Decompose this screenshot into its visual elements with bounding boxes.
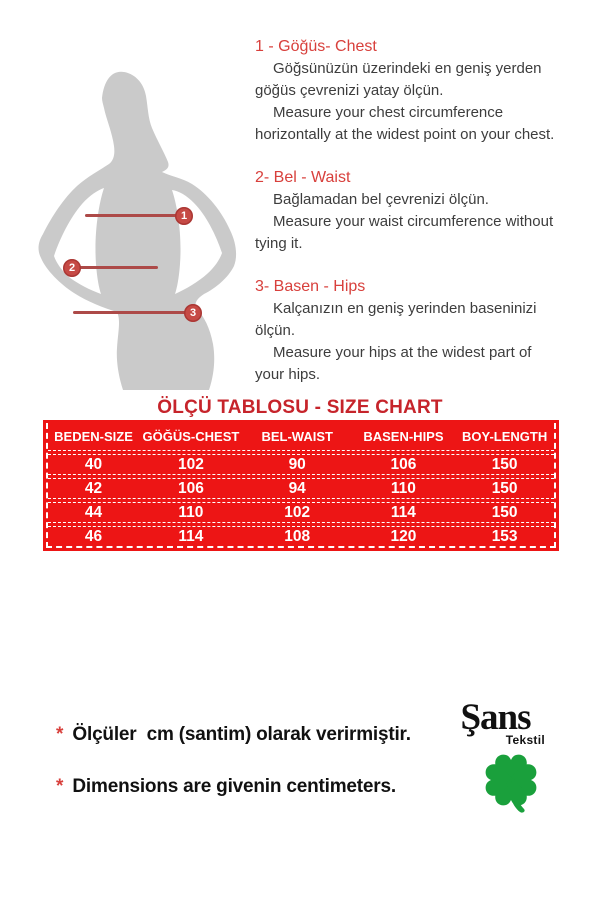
- section-text-line: göğüs çevrenizi yatay ölçün.: [255, 82, 444, 99]
- chest-marker-badge: 1: [175, 207, 193, 225]
- table-cell: 102: [284, 504, 311, 521]
- section-text-line: Measure your waist circumference without: [273, 213, 554, 230]
- brand-name: Şans: [460, 697, 531, 738]
- table-cell: 150: [491, 504, 518, 521]
- body-silhouette-figure: [30, 60, 250, 390]
- note-text: Ölçüler cm (santim) olarak verirmiştir.: [72, 724, 411, 745]
- note-text: Dimensions are givenin centimeters.: [72, 776, 396, 797]
- section-text-line: tying it.: [255, 235, 303, 252]
- hips-marker-badge: 3: [184, 304, 202, 322]
- hips-measure-line: [73, 311, 195, 314]
- section-chest: [255, 36, 595, 146]
- section-text-line: Bağlamadan bel çevrenizi ölçün.: [273, 191, 489, 208]
- table-cell: 150: [491, 480, 518, 497]
- chest-measure-line: [85, 214, 184, 217]
- brand-logo: [438, 698, 553, 823]
- female-silhouette-icon: [30, 60, 250, 390]
- table-row: [48, 455, 554, 474]
- table-cell: 40: [84, 456, 103, 473]
- table-cell: 120: [390, 528, 417, 545]
- waist-marker-badge: 2: [63, 259, 81, 277]
- table-cell: 110: [390, 480, 416, 497]
- asterisk-icon: *: [56, 776, 64, 797]
- table-cell: 44: [84, 504, 103, 521]
- measurement-instructions: [255, 36, 595, 407]
- section-text-line: your hips.: [255, 366, 321, 383]
- table-cell: 90: [288, 456, 306, 473]
- size-table-rows: [48, 450, 554, 546]
- table-cell: 94: [288, 480, 306, 497]
- table-cell: 114: [178, 528, 204, 545]
- column-header: BOY-LENGTH: [462, 429, 548, 444]
- section-text-line: Measure your chest circumference: [273, 104, 504, 121]
- column-header: BEDEN-SIZE: [54, 429, 133, 444]
- brand-subtitle: Tekstil: [505, 733, 545, 747]
- table-row: [48, 479, 554, 498]
- table-cell: 106: [390, 456, 417, 473]
- section-text-line: Kalçanızın en geniş yerinden baseninizi: [273, 300, 537, 317]
- column-header: BASEN-HIPS: [363, 429, 444, 444]
- table-cell: 42: [84, 480, 103, 497]
- table-cell: 153: [491, 528, 518, 545]
- size-table-header: [48, 423, 554, 450]
- table-row: [48, 527, 554, 546]
- size-chart-title: ÖLÇÜ TABLOSU - SIZE CHART: [157, 397, 443, 418]
- section-text-line: Measure your hips at the widest part of: [273, 344, 532, 361]
- section-text-line: ölçün.: [255, 322, 296, 339]
- note-cm-english: [56, 776, 396, 798]
- section-text-line: horizontally at the widest point on your chest.: [255, 126, 555, 143]
- table-cell: 150: [491, 456, 518, 473]
- note-cm-turkish: [56, 724, 411, 746]
- section-heading: 2- Bel - Waist: [255, 169, 351, 186]
- table-cell: 110: [178, 504, 204, 521]
- table-cell: 102: [178, 456, 204, 473]
- size-chart-table: [46, 423, 556, 548]
- section-waist: [255, 167, 595, 255]
- four-leaf-clover-icon: [479, 751, 543, 823]
- section-heading: 3- Basen - Hips: [255, 278, 366, 295]
- asterisk-icon: *: [56, 724, 64, 745]
- section-heading: 1 - Göğüs- Chest: [255, 38, 377, 55]
- section-text-line: Göğsünüzün üzerindeki en geniş yerden: [273, 60, 542, 77]
- table-cell: 114: [390, 504, 416, 521]
- table-row: [48, 503, 554, 522]
- column-header: BEL-WAIST: [261, 429, 333, 444]
- column-header: GÖĞÜS-CHEST: [142, 429, 240, 444]
- section-hips: [255, 276, 595, 386]
- table-cell: 108: [284, 528, 311, 545]
- waist-measure-line: [72, 266, 158, 269]
- table-cell: 46: [84, 528, 103, 545]
- table-cell: 106: [178, 480, 204, 497]
